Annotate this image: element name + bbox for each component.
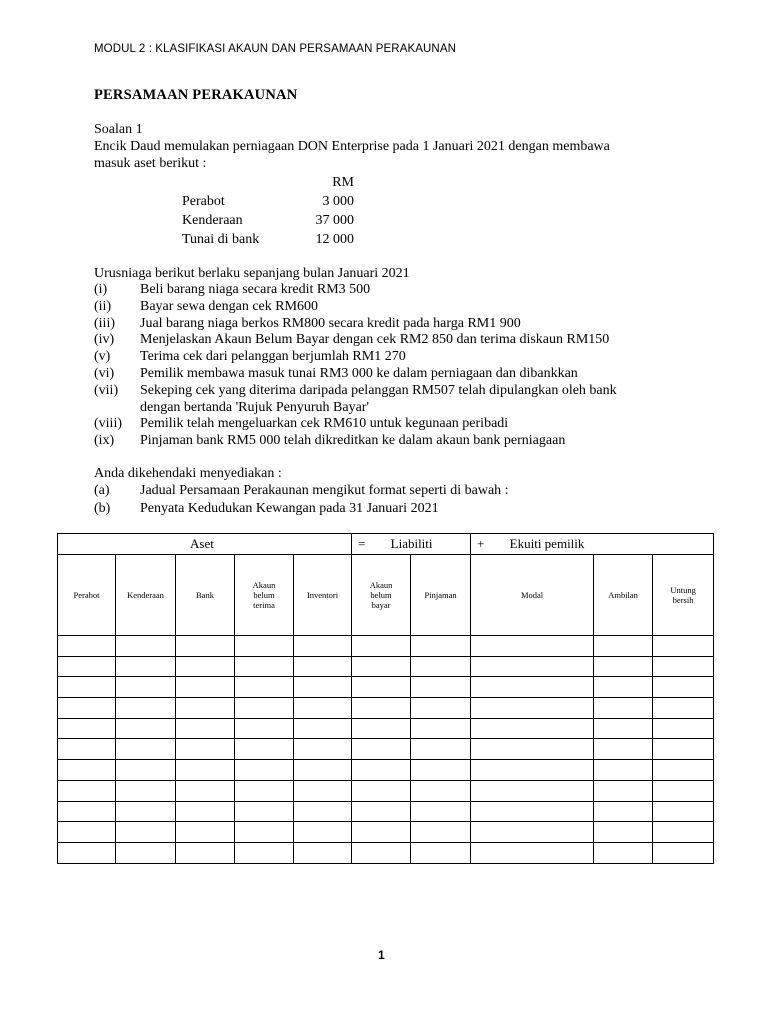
worksheet-entry-cell[interactable] [411,636,471,657]
worksheet-entry-cell[interactable] [594,636,653,657]
column-header-line: Akaun [369,580,393,590]
worksheet-entry-cell[interactable] [471,718,594,739]
worksheet-entry-cell[interactable] [294,677,352,698]
worksheet-entry-cell[interactable] [176,718,235,739]
requirement-number: (a) [94,483,110,498]
worksheet-entry-cell[interactable] [116,677,176,698]
worksheet-entry-cell[interactable] [471,822,594,843]
column-header [58,555,116,636]
worksheet-entry-cell[interactable] [352,698,411,719]
transaction-text: Pemilik telah mengeluarkan cek RM610 untuk kegunaan peribadi [140,416,509,432]
group-ekuiti [471,534,714,555]
worksheet-entry-cell[interactable] [235,842,294,863]
worksheet-entry-cell[interactable] [411,842,471,863]
worksheet-entry-cell[interactable] [411,780,471,801]
worksheet-entry-row [58,780,714,801]
worksheet-column-header-row [58,555,714,636]
column-header-line: Untung [670,585,696,595]
worksheet-entry-cell[interactable] [653,842,714,863]
transaction-number: (vi) [94,365,115,381]
worksheet-entry-cell[interactable] [294,656,352,677]
worksheet-entry-cell[interactable] [116,656,176,677]
transaction-item [94,383,617,417]
worksheet-entry-cell[interactable] [352,636,411,657]
worksheet-entry-cell[interactable] [235,718,294,739]
worksheet-entry-cell[interactable] [58,739,116,760]
transaction-text [140,383,617,417]
worksheet-entry-cell[interactable] [176,739,235,760]
intro-line-1: Encik Daud memulakan perniagaan DON Enterprise pada 1 Januari 2021 dengan membawa [94,139,610,154]
requirement-text: Jadual Persamaan Perakaunan mengikut format seperti di bawah : [140,483,509,498]
worksheet-entry-cell[interactable] [653,780,714,801]
column-header-line: bayar [371,600,391,610]
worksheet-entry-cell[interactable] [411,698,471,719]
transactions-heading: Urusniaga berikut berlaku sepanjang bulan Januari 2021 [94,266,410,281]
worksheet-entry-row [58,842,714,863]
worksheet-entry-cell[interactable] [294,801,352,822]
worksheet-entry-cell[interactable] [471,656,594,677]
worksheet-entry-cell[interactable] [294,760,352,781]
worksheet-entry-cell[interactable] [411,718,471,739]
transaction-number: (ii) [94,298,112,314]
worksheet-entry-cell[interactable] [58,801,116,822]
transaction-text: Pemilik membawa masuk tunai RM3 000 ke dalam perniagaan dan dibankkan [140,365,578,381]
worksheet-entry-cell[interactable] [594,739,653,760]
transaction-number: (iii) [94,315,115,331]
transaction-text-line: dengan bertanda 'Rujuk Penyuruh Bayar' [140,399,369,415]
worksheet-entry-row [58,718,714,739]
worksheet-entry-cell[interactable] [58,842,116,863]
worksheet-entry-cell[interactable] [411,822,471,843]
worksheet-entry-cell[interactable] [235,677,294,698]
worksheet-entry-cell[interactable] [294,780,352,801]
transaction-text: Pinjaman bank RM5 000 telah dikreditkan ke dalam akaun bank perniagaan [140,433,566,449]
worksheet-entry-cell[interactable] [411,739,471,760]
worksheet-entry-cell[interactable] [594,780,653,801]
transaction-item [94,433,617,450]
worksheet-entry-cell[interactable] [58,698,116,719]
column-header [116,555,176,636]
worksheet-entry-cell[interactable] [471,780,594,801]
requirement-item [94,482,509,500]
worksheet-entry-cell[interactable] [235,822,294,843]
currency-label: RM [332,175,354,190]
worksheet-entry-cell[interactable] [294,842,352,863]
worksheet-entry-row [58,677,714,698]
column-header [594,555,653,636]
column-header-line: terima [253,600,275,610]
column-header [352,555,411,636]
asset-value: 37 000 [315,213,354,228]
worksheet-entry-cell[interactable] [653,677,714,698]
column-header-line: Akaun [252,580,276,590]
worksheet-entry-cell[interactable] [471,677,594,698]
column-header-line: belum [370,590,392,600]
worksheet-entry-cell[interactable] [294,718,352,739]
worksheet-entry-cell[interactable] [235,656,294,677]
accounting-equation-worksheet [57,533,714,864]
worksheet-entry-cell[interactable] [58,822,116,843]
column-header-line: Pinjaman [424,590,457,600]
transaction-item [94,366,617,383]
worksheet-entry-cell[interactable] [352,677,411,698]
worksheet-entry-cell[interactable] [116,760,176,781]
worksheet-entry-cell[interactable] [176,822,235,843]
worksheet-entry-cell[interactable] [653,656,714,677]
column-header [294,555,352,636]
worksheet-entry-cell[interactable] [411,677,471,698]
worksheet-entry-cell[interactable] [653,739,714,760]
transaction-item [94,332,617,349]
worksheet-entry-cell[interactable] [294,739,352,760]
column-header [471,555,594,636]
asset-header-row [182,175,354,194]
worksheet-entry-cell[interactable] [594,656,653,677]
column-header [235,555,294,636]
worksheet-entry-cell[interactable] [471,842,594,863]
worksheet-entry-cell[interactable] [594,801,653,822]
equals-sign: = [358,536,366,551]
asset-row [182,194,354,213]
worksheet-entry-cell[interactable] [594,760,653,781]
transaction-item [94,349,617,366]
transaction-number: (ix) [94,433,115,449]
worksheet-entry-cell[interactable] [594,718,653,739]
worksheet-entry-row [58,739,714,760]
worksheet-entry-cell[interactable] [176,842,235,863]
worksheet-entry-cell[interactable] [653,636,714,657]
worksheet-entry-cell[interactable] [411,760,471,781]
column-header-line: Modal [520,590,544,600]
requirement-item [94,500,509,518]
column-header-line: belum [253,590,275,600]
asset-row [182,232,354,251]
worksheet-entry-row [58,760,714,781]
worksheet-entry-cell[interactable] [176,760,235,781]
worksheet-entry-cell[interactable] [176,656,235,677]
transaction-number: (iv) [94,332,115,348]
requirements-heading: Anda dikehendaki menyediakan : [94,466,282,481]
question-intro [94,138,610,172]
asset-name: Kenderaan [182,213,243,228]
worksheet-entry-row [58,822,714,843]
column-header-line: Ambilan [608,590,638,600]
worksheet-entry-cell[interactable] [116,780,176,801]
asset-value: 12 000 [315,232,354,247]
asset-name: Tunai di bank [182,232,260,247]
worksheet-entry-cell[interactable] [653,801,714,822]
asset-name: Perabot [182,194,225,209]
worksheet-entry-cell[interactable] [352,760,411,781]
transaction-item [94,299,617,316]
worksheet-entry-cell[interactable] [411,801,471,822]
worksheet-entry-cell[interactable] [176,698,235,719]
group-liabiliti [352,534,471,555]
worksheet-entry-cell[interactable] [58,780,116,801]
worksheet-entry-cell[interactable] [352,842,411,863]
worksheet-entry-cell[interactable] [352,780,411,801]
worksheet-entry-cell[interactable] [116,822,176,843]
worksheet-entry-row [58,698,714,719]
worksheet-entry-cell[interactable] [594,822,653,843]
worksheet-entry-row [58,636,714,657]
worksheet-entry-cell[interactable] [58,718,116,739]
worksheet-entry-cell[interactable] [176,677,235,698]
transactions-list [94,282,617,450]
group-liabiliti-label: Liabiliti [390,536,433,551]
worksheet-entry-row [58,801,714,822]
worksheet-entry-cell[interactable] [471,801,594,822]
worksheet-entry-cell[interactable] [176,636,235,657]
transaction-text-line: Sekeping cek yang diterima daripada pelanggan RM507 telah dipulangkan oleh bank [140,382,617,398]
worksheet-entry-cell[interactable] [58,656,116,677]
transaction-number: (vii) [94,382,119,398]
opening-assets-table [182,175,354,251]
worksheet-entry-cell[interactable] [294,636,352,657]
column-header-line: Inventori [306,590,339,600]
worksheet-entry-cell[interactable] [116,636,176,657]
transaction-item [94,416,617,433]
group-aset [58,534,352,555]
transaction-text: Jual barang niaga berkos RM800 secara kredit pada harga RM1 900 [140,315,521,331]
requirement-text: Penyata Kedudukan Kewangan pada 31 Januari 2021 [140,500,439,516]
question-label: Soalan 1 [94,122,143,137]
worksheet-entry-cell[interactable] [58,677,116,698]
worksheet-entry-cell[interactable] [352,739,411,760]
transaction-text: Menjelaskan Akaun Belum Bayar dengan cek RM2 850 dan terima diskaun RM150 [140,332,610,348]
column-header [176,555,235,636]
worksheet-entry-cell[interactable] [116,718,176,739]
worksheet-entry-cell[interactable] [594,677,653,698]
worksheet-entry-cell[interactable] [235,636,294,657]
column-header [653,555,714,636]
intro-line-2: masuk aset berikut : [94,156,207,171]
worksheet-entry-cell[interactable] [116,739,176,760]
worksheet-entry-cell[interactable] [653,718,714,739]
worksheet-entry-cell[interactable] [352,801,411,822]
worksheet-entry-cell[interactable] [471,739,594,760]
transaction-number: (v) [94,349,111,365]
worksheet-entry-cell[interactable] [352,656,411,677]
worksheet-entry-cell[interactable] [235,780,294,801]
worksheet-entry-cell[interactable] [594,698,653,719]
transaction-number: (i) [94,282,108,297]
worksheet-entry-cell[interactable] [653,760,714,781]
worksheet-entry-cell[interactable] [352,718,411,739]
worksheet-entry-cell[interactable] [235,801,294,822]
worksheet-entry-cell[interactable] [235,739,294,760]
worksheet-entry-cell[interactable] [471,636,594,657]
worksheet-entry-cell[interactable] [653,698,714,719]
worksheet-entry-cell[interactable] [58,760,116,781]
transaction-item [94,282,617,299]
worksheet-entry-row [58,656,714,677]
transaction-text: Beli barang niaga secara kredit RM3 500 [140,282,371,297]
worksheet-entry-cell[interactable] [471,698,594,719]
worksheet-entry-cell[interactable] [235,698,294,719]
worksheet-entry-cell[interactable] [653,822,714,843]
worksheet-entry-cell[interactable] [471,760,594,781]
transaction-item [94,316,617,333]
transaction-text: Terima cek dari pelanggan berjumlah RM1 270 [140,349,406,365]
worksheet-entry-cell[interactable] [116,698,176,719]
transaction-number: (viii) [94,416,122,432]
worksheet-entry-cell[interactable] [116,801,176,822]
column-header-line: Kenderaan [127,590,164,600]
worksheet-group-row [58,534,714,555]
column-header-line: Perabot [73,590,100,600]
worksheet-entry-cell[interactable] [235,760,294,781]
asset-row [182,213,354,232]
requirements-list [94,482,509,517]
module-header: MODUL 2 : KLASIFIKASI AKAUN DAN PERSAMAAN PERAKAUNAN [94,43,457,55]
worksheet-entry-cell[interactable] [594,842,653,863]
requirement-number: (b) [94,500,111,516]
column-header-line: Bank [196,590,214,600]
asset-value: 3 000 [322,194,354,209]
worksheet-entry-cell[interactable] [176,801,235,822]
worksheet-entry-cell[interactable] [352,822,411,843]
worksheet-entry-cell[interactable] [294,698,352,719]
worksheet-entry-cell[interactable] [294,822,352,843]
page-title: PERSAMAAN PERAKAUNAN [94,87,298,103]
group-aset-label: Aset [190,536,214,551]
worksheet-entry-cell[interactable] [58,636,116,657]
plus-sign: + [477,536,485,551]
page-number: 1 [378,948,385,962]
worksheet-entry-cell[interactable] [411,656,471,677]
worksheet-entry-cell[interactable] [176,780,235,801]
group-ekuiti-label: Ekuiti pemilik [509,536,585,551]
worksheet-body [58,534,714,864]
transaction-text: Bayar sewa dengan cek RM600 [140,298,319,314]
column-header-line: bersih [672,595,694,605]
worksheet-entry-cell[interactable] [116,842,176,863]
column-header [411,555,471,636]
